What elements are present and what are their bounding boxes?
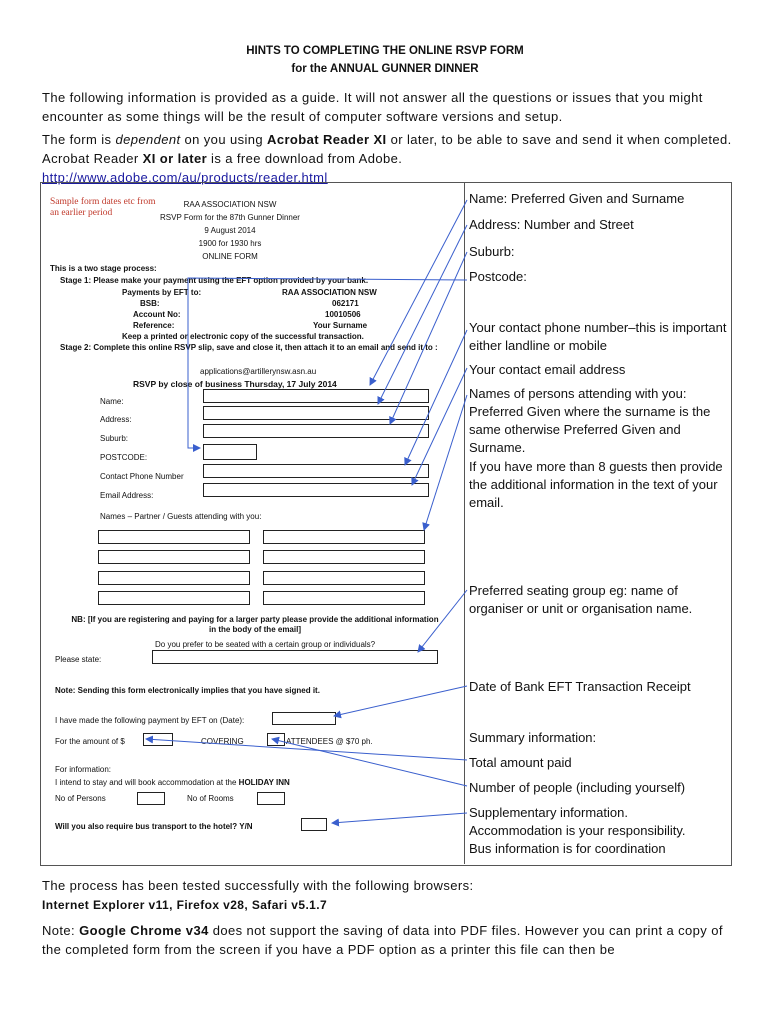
form-name-label: Name: — [100, 397, 124, 406]
form-stage2: Stage 2: Complete this online RSVP slip, save and close it, then attach it to an email and send it to : — [60, 343, 438, 352]
form-stage1: Stage 1: Please make your payment using the EFT option provided by your bank. — [60, 276, 369, 285]
arrow-seating — [418, 590, 467, 652]
form-please-state-label: Please state: — [55, 655, 102, 664]
form-email-address: applications@artillerynsw.asn.au — [200, 367, 317, 376]
page-title: HINTS TO COMPLETING THE ONLINE RSVP FORM — [246, 45, 524, 57]
intro-paragraph-1: The following information is provided as a guide. It will not answer all the questions or issues that you might encounter as some things will be the result of computer software versions and setup. — [42, 90, 703, 124]
hint-postcode: Postcode: — [469, 269, 527, 284]
hint-accommodation: Accommodation is your responsibility. — [469, 823, 686, 838]
form-time: 1900 for 1930 hrs — [198, 239, 262, 248]
form-amount-label: For the amount of $ — [55, 737, 125, 746]
arrow-postcode — [188, 278, 467, 448]
arrow-suburb — [390, 252, 467, 424]
form-rsvp-by: RSVP by close of business Thursday, 17 July 2014 — [133, 379, 337, 389]
form-rsvp-line: RSVP Form for the 87th Gunner Dinner — [160, 213, 300, 222]
form-intend: I intend to stay and will book accommodation at the HOLIDAY INN — [55, 778, 290, 787]
form-nb: NB: [If you are registering and paying for a larger party please provide the additional information in the body of the email] — [71, 615, 439, 634]
form-bsb-value: 062171 — [332, 299, 359, 308]
form-bus: Will you also require bus transport to the hotel? Y/N — [55, 822, 253, 831]
arrow-name — [370, 200, 467, 385]
hint-seating: Preferred seating group eg: name of organiser or unit or organisation name. — [469, 583, 693, 616]
form-account-label: Account No: — [133, 310, 181, 319]
hint-email: Your contact email address — [469, 362, 626, 377]
page-subtitle: for the ANNUAL GUNNER DINNER — [291, 63, 479, 75]
form-online: ONLINE FORM — [202, 252, 258, 261]
form-attendees: ATTENDEES @ $70 ph. — [286, 737, 373, 746]
sample-note: Sample form dates etc from an earlier period — [50, 197, 156, 218]
form-rooms-label: No of Rooms — [187, 794, 234, 803]
form-note-sign: Note: Sending this form electronically implies that you have signed it. — [55, 686, 320, 695]
form-for-info: For information: — [55, 765, 112, 774]
arrow-guests — [424, 395, 467, 530]
hint-phone: Your contact phone number–this is important either landline or mobile — [469, 320, 727, 353]
form-org: RAA ASSOCIATION NSW — [183, 200, 277, 209]
form-persons-label: No of Persons — [55, 794, 106, 803]
arrow-supplementary — [332, 813, 467, 823]
form-account-value: 10010506 — [325, 310, 361, 319]
hint-guests-more: If you have more than 8 guests then provide the additional information in the text of your email. — [469, 459, 723, 510]
form-postcode-label: POSTCODE: — [100, 453, 148, 462]
form-email-label: Email Address: — [100, 491, 154, 500]
hint-suburb: Suburb: — [469, 244, 515, 259]
form-payment-eft: I have made the following payment by EFT on (Date): — [55, 716, 245, 725]
hint-supplementary: Supplementary information. — [469, 805, 628, 820]
form-phone-label: Contact Phone Number — [100, 472, 184, 481]
form-seated: Do you prefer to be seated with a certain group or individuals? — [155, 640, 376, 649]
form-names-partner: Names – Partner / Guests attending with you: — [100, 512, 262, 521]
adobe-reader-link[interactable]: http://www.adobe.com/au/products/reader.html — [42, 170, 328, 185]
arrow-phone — [405, 330, 467, 465]
hint-address: Address: Number and Street — [469, 217, 634, 232]
arrow-address — [378, 225, 467, 404]
form-keep-copy: Keep a printed or electronic copy of the successful transaction. — [122, 332, 364, 341]
footer-note: Note: Google Chrome v34 does not support the saving of data into PDF files. However you can print a copy of the completed form from the screen if you have a PDF option as a printer this file can then be — [42, 923, 723, 957]
form-address-label: Address: — [100, 415, 132, 424]
form-covering: COVERING — [201, 737, 244, 746]
footer-tested: The process has been tested successfully with the following browsers: — [42, 878, 474, 893]
hint-bus: Bus information is for coordination — [469, 841, 666, 856]
form-date: 9 August 2014 — [204, 226, 256, 235]
hint-guests: Names of persons attending with you: Preferred Given where the surname is the same otherwise Preferred Given and Surname. — [469, 386, 711, 455]
hint-name: Name: Preferred Given and Surname — [469, 191, 685, 206]
arrow-email — [412, 368, 467, 485]
form-payments-label: Payments by EFT to: — [122, 288, 202, 297]
form-two-stage: This is a two stage process: — [50, 264, 157, 273]
arrow-people — [272, 739, 467, 786]
hint-date: Date of Bank EFT Transaction Receipt — [469, 679, 691, 694]
form-reference-label: Reference: — [133, 321, 175, 330]
hint-total: Total amount paid — [469, 755, 572, 770]
form-bsb-label: BSB: — [140, 299, 160, 308]
intro-paragraph-2: The form is dependent on you using Acrobat Reader XI or later, to be able to save and send it when completed. Acrobat Reader XI or later is a free download from Adobe. http://www.adobe.com/au/products/reader.html — [42, 132, 732, 185]
hint-summary: Summary information: — [469, 730, 597, 745]
footer-browsers: Internet Explorer v11, Firefox v28, Safari v5.1.7 — [42, 898, 328, 912]
form-reference-value: Your Surname — [313, 321, 368, 330]
hint-people: Number of people (including yourself) — [469, 780, 686, 795]
arrow-date — [334, 686, 467, 716]
form-payments-value: RAA ASSOCIATION NSW — [282, 288, 377, 297]
form-suburb-label: Suburb: — [100, 434, 129, 443]
arrow-total — [146, 739, 467, 760]
